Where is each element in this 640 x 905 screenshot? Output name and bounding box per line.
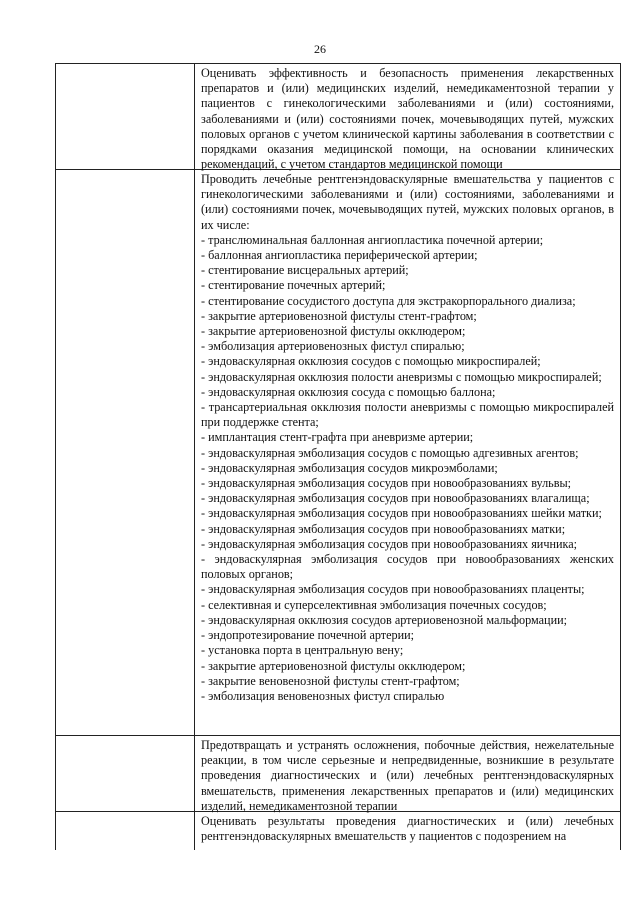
list-item: - установка порта в центральную вену; — [201, 643, 404, 658]
list-item: - эндоваскулярная окклюзия сосудов артериовенозной мальформации; — [201, 612, 567, 627]
list-item: - эндоваскулярная эмболизация сосудов при новообразованиях вульвы; — [201, 476, 572, 491]
table-cell-empty — [56, 736, 195, 812]
table-row — [56, 736, 621, 812]
list-item: - эндоваскулярная окклюзия полости аневризмы с помощью микроспиралей; — [201, 369, 602, 384]
list-item: - эмболизация веновенозных фистул спиралью — [201, 688, 445, 703]
page-number: 26 — [314, 42, 326, 56]
row-text: Предотвращать и устранять осложнения, побочные действия, нежелательные реакции, в том числе серьезные и непредвиденные, возникшие в результате проведения диагностических и (или) лечебных рентгенэндоваскулярных вмешательств, применения лекарственных препаратов и (или) медицинских изделий, немедикаментозной терапии — [201, 738, 614, 813]
row-text: Оценивать результаты проведения диагностических и (или) лечебных рентгенэндоваскулярных вмешательств у пациентов с подозрением на — [201, 814, 614, 844]
list-item: - эндоваскулярная эмболизация сосудов с помощью адгезивных агентов; — [201, 445, 579, 460]
table-cell-empty — [56, 64, 195, 170]
list-item: - эндоваскулярная эмболизация сосудов при новообразованиях яичника; — [201, 536, 578, 551]
table-cell-empty — [56, 170, 195, 736]
table-row — [56, 170, 621, 736]
row-text: Проводить лечебные рентгенэндоваскулярные вмешательства у пациентов с гинекологическими заболеваниями и (или) состояниями, заболеваниями и (или) состояниями почек, мочевыводящих путей, мужских половых органов, в их числе: — [201, 172, 614, 232]
list-item: - эндоваскулярная эмболизация сосудов при новообразованиях влагалища; — [201, 491, 590, 506]
list-item: - баллонная ангиопластика периферической артерии; — [201, 248, 478, 263]
list-item: - эндопротезирование почечной артерии; — [201, 628, 415, 643]
list-item: - эндоваскулярная эмболизация сосудов при новообразованиях матки; — [201, 521, 566, 536]
list-item: - стентирование висцеральных артерий; — [201, 263, 409, 278]
list-item: - имплантация стент-графта при аневризме артерии; — [201, 430, 474, 445]
list-item: - эндоваскулярная окклюзия сосуда с помощью баллона; — [201, 384, 496, 399]
table-row — [56, 64, 621, 170]
table-cell-text — [195, 736, 621, 812]
list-item: - закрытие артериовенозной фистулы окклюдером; — [201, 324, 466, 339]
list-item: - эндоваскулярная эмболизация сосудов при новообразованиях женских половых органов; — [201, 552, 614, 582]
list-item: - закрытие артериовенозной фистулы стент-графтом; — [201, 308, 477, 323]
list-item: - эндоваскулярная эмболизация сосудов при новообразованиях шейки матки; — [201, 506, 602, 521]
list-item: - стентирование сосудистого доступа для экстракорпорального диализа; — [201, 293, 576, 308]
row-text: Оценивать эффективность и безопасность применения лекарственных препаратов и (или) медицинских изделий, немедикаментозной терапии у пациентов с гинекологическими заболеваниями и (или) состояниями, заболеваниями и (или) состояниями почек, мочевыводящих путей, мужских половых органов с учетом клинической картины заболевания в соответствии с порядками оказания медицинской помощи, на основании клинических рекомендаций, с учетом стандартов медицинской помощи — [201, 66, 614, 172]
list-item: - закрытие артериовенозной фистулы окклюдером; — [201, 658, 466, 673]
list-item: - стентирование почечных артерий; — [201, 278, 386, 293]
table-cell-empty — [56, 812, 195, 850]
list-item: - эндоваскулярная эмболизация сосудов микроэмболами; — [201, 460, 498, 475]
list-item: - трансартериальная окклюзия полости аневризмы с помощью микроспиралей при поддержке стента; — [201, 400, 614, 430]
list-item: - эндоваскулярная окклюзия сосудов с помощью микроспиралей; — [201, 354, 541, 369]
list-item: - транслюминальная баллонная ангиопластика почечной артерии; — [201, 232, 544, 247]
skills-table — [55, 63, 621, 850]
list-item: - эмболизация артериовенозных фистул спиралью; — [201, 339, 465, 354]
table-row — [56, 812, 621, 850]
list-item: - эндоваскулярная эмболизация сосудов при новообразованиях плаценты; — [201, 582, 585, 597]
procedure-list — [201, 233, 614, 704]
list-item: - закрытие веновенозной фистулы стент-графтом; — [201, 673, 460, 688]
table-cell-text — [195, 170, 621, 736]
table-cell-text — [195, 64, 621, 170]
table-cell-text — [195, 812, 621, 850]
list-item: - селективная и суперселективная эмболизация почечных сосудов; — [201, 597, 547, 612]
